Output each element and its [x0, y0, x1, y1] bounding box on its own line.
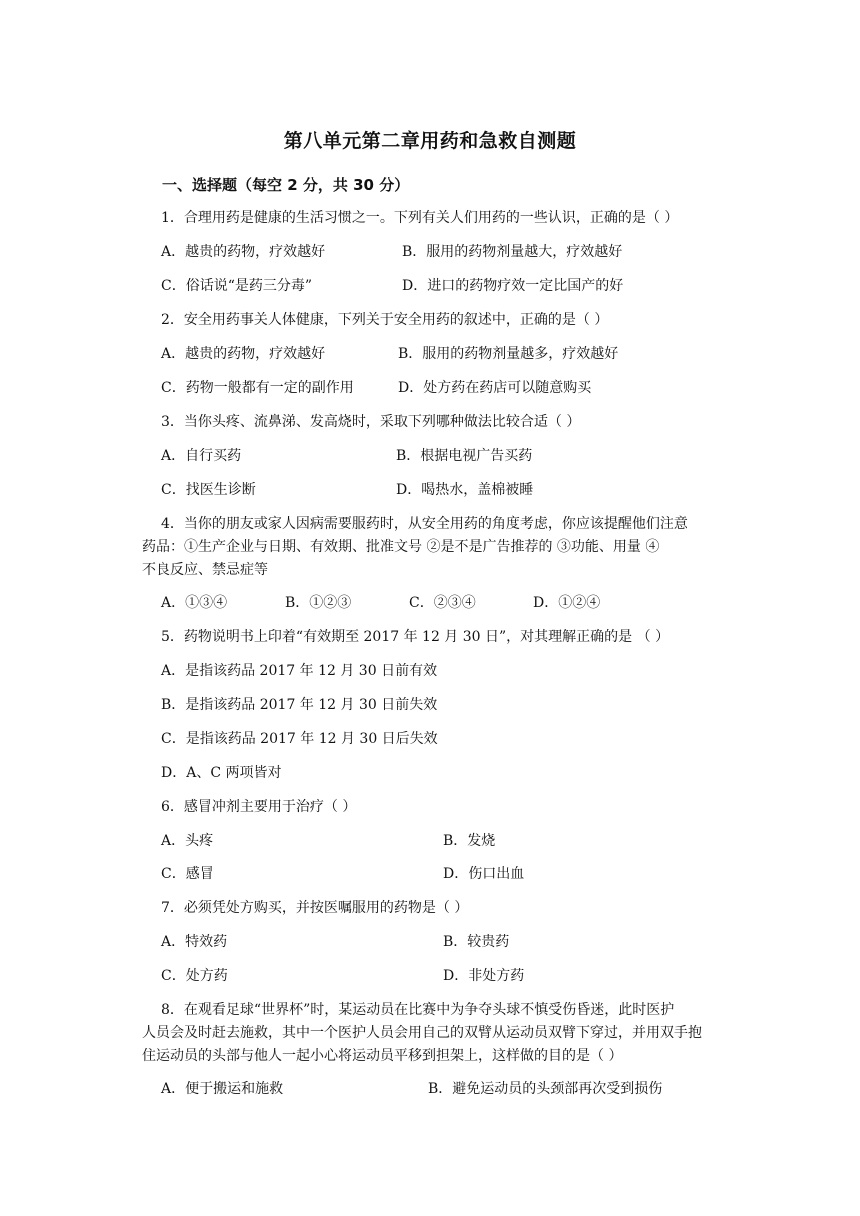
question-2-option-d: D．处方药在药店可以随意购买: [398, 380, 592, 396]
question-8-stem-line-2: 人员会及时赶去施救，其中一个医护人员会用自己的双臂从运动员双臂下穿过，并用双手抱: [142, 1025, 702, 1041]
question-8-stem-line-3: 住运动员的头部与他人一起小心将运动员平移到担架上，这样做的目的是（ ）: [142, 1048, 623, 1064]
question-7-stem: 7．必须凭处方购买，并按医嘱服用的药物是（ ）: [161, 900, 469, 916]
question-7-option-d: D．非处方药: [443, 968, 525, 984]
question-8-option-a: A．便于搬运和施救: [161, 1081, 284, 1097]
question-6-option-b: B．发烧: [443, 833, 496, 849]
question-1-option-c: C．俗话说“是药三分毒”: [161, 278, 313, 294]
question-4-option-b: B．①②③: [285, 595, 352, 611]
question-7-option-c: C．处方药: [161, 968, 228, 984]
question-1-option-a: A．越贵的药物，疗效越好: [161, 244, 326, 260]
question-2-stem: 2．安全用药事关人体健康，下列关于安全用药的叙述中，正确的是（ ）: [161, 312, 609, 328]
question-8-stem-line-1: 8．在观看足球“世界杯”时，某运动员在比赛中为争夺头球不慎受伤昏迷，此时医护: [161, 1002, 675, 1018]
page-title: 第八单元第二章用药和急救自测题: [283, 130, 577, 152]
question-6-option-c: C．感冒: [161, 866, 214, 882]
section-heading: 一、选择题（每空 2 分，共 30 分）: [162, 176, 410, 194]
question-1-option-d: D．进口的药物疗效一定比国产的好: [402, 278, 624, 294]
question-2-option-b: B．服用的药物剂量越多，疗效越好: [398, 346, 619, 362]
question-7-option-b: B．较贵药: [443, 934, 510, 950]
question-2-option-a: A．越贵的药物，疗效越好: [161, 346, 326, 362]
question-6-option-a: A．头疼: [161, 833, 214, 849]
question-4-option-d: D．①②④: [533, 595, 601, 611]
question-8-option-b: B．避免运动员的头颈部再次受到损伤: [428, 1081, 663, 1097]
question-3-option-a: A．自行买药: [161, 448, 242, 464]
question-6-stem: 6．感冒冲剂主要用于治疗（ ）: [161, 799, 357, 815]
question-5-option-c: C．是指该药品 2017 年 12 月 30 日后失效: [161, 731, 438, 747]
question-1-option-b: B．服用的药物剂量越大，疗效越好: [402, 244, 623, 260]
question-3-option-b: B．根据电视广告买药: [396, 448, 533, 464]
question-4-stem-line-2: 药品：①生产企业与日期、有效期、批准文号 ②是不是广告推荐的 ③功能、用量 ④: [142, 539, 660, 555]
question-5-option-d: D．A、C 两项皆对: [161, 765, 282, 781]
question-2-option-c: C．药物一般都有一定的副作用: [161, 380, 354, 396]
question-5-option-a: A．是指该药品 2017 年 12 月 30 日前有效: [161, 663, 438, 679]
question-3-option-d: D．喝热水，盖棉被睡: [396, 482, 534, 498]
question-5-stem: 5．药物说明书上印着“有效期至 2017 年 12 月 30 日”，对其理解正确的是 （ ）: [161, 629, 670, 645]
question-3-stem: 3．当你头疼、流鼻涕、发高烧时，采取下列哪种做法比较合适（ ）: [161, 414, 581, 430]
question-7-option-a: A．特效药: [161, 934, 228, 950]
question-4-option-c: C．②③④: [409, 595, 476, 611]
question-3-option-c: C．找医生诊断: [161, 482, 256, 498]
question-4-stem-line-1: 4．当你的朋友或家人因病需要服药时，从安全用药的角度考虑，你应该提醒他们注意: [161, 516, 688, 532]
question-4-stem-line-3: 不良反应、禁忌症等: [142, 562, 268, 578]
question-5-option-b: B．是指该药品 2017 年 12 月 30 日前失效: [161, 697, 438, 713]
question-1-stem: 1．合理用药是健康的生活习惯之一。下列有关人们用药的一些认识，正确的是（ ）: [161, 210, 679, 226]
question-4-option-a: A．①③④: [161, 595, 228, 611]
question-6-option-d: D．伤口出血: [443, 866, 525, 882]
